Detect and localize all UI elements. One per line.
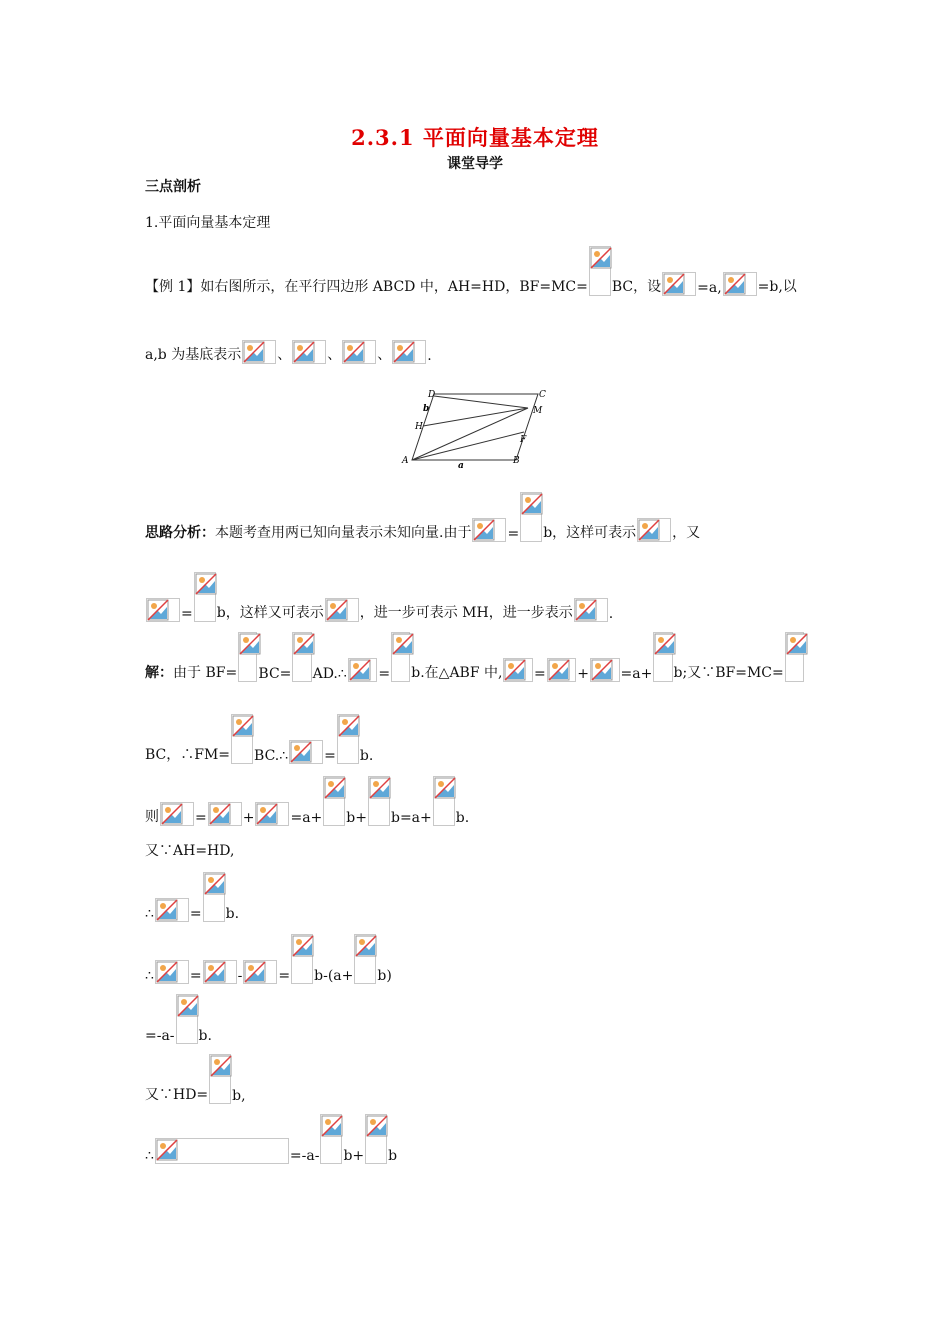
formula-image xyxy=(589,246,611,296)
solution-line-4: 又∵AH=HD, xyxy=(145,843,235,859)
formula-image xyxy=(242,340,276,364)
svg-text:a: a xyxy=(458,461,464,468)
formula-image xyxy=(289,740,323,764)
formula-image xyxy=(146,598,180,622)
svg-text:b: b xyxy=(423,404,430,414)
formula-image xyxy=(653,632,672,682)
formula-image xyxy=(337,714,359,764)
solution-line-2: BC，∴FM= BC.∴ = b. xyxy=(145,714,805,764)
svg-text:C: C xyxy=(539,390,546,400)
svg-text:H: H xyxy=(415,422,423,432)
section-heading: 三点剖析 xyxy=(145,179,201,195)
formula-image xyxy=(662,272,696,296)
formula-image xyxy=(292,632,311,682)
analysis-line-2: = b，这样又可表示 ，进一步可表示 MH，进一步表示 . xyxy=(145,572,805,622)
formula-image xyxy=(547,658,577,682)
formula-image xyxy=(160,802,194,826)
formula-image xyxy=(520,492,542,542)
formula-image xyxy=(243,960,277,984)
solution-line-7: =-a- b. xyxy=(145,994,805,1044)
solution-line-6: ∴ = - = b-(a+ b) xyxy=(145,934,805,984)
page-subtitle: 课堂导学 xyxy=(447,156,503,172)
formula-image xyxy=(208,802,242,826)
analysis-line-1: 思路分析： 本题考查用两已知向量表示未知向量.由于 = b，这样可表示 ，又 xyxy=(145,492,805,542)
formula-image xyxy=(292,340,326,364)
formula-image xyxy=(472,518,506,542)
example-line-1: 【例 1】 如右图所示，在平行四边形 ABCD 中，AH=HD，BF=MC= BC，设 =a, =b,以 xyxy=(145,246,805,296)
formula-image xyxy=(255,802,289,826)
formula-image xyxy=(291,934,313,984)
formula-image xyxy=(238,632,257,682)
formula-image xyxy=(368,776,390,826)
solution-line-8: 又∵HD= b, xyxy=(145,1054,805,1104)
svg-text:B: B xyxy=(513,456,520,466)
formula-image xyxy=(155,898,189,922)
formula-image xyxy=(320,1114,342,1164)
formula-image xyxy=(392,340,426,364)
svg-text:D: D xyxy=(428,390,436,400)
solution-line-3: 则 = + =a+ b+ b=a+ b. xyxy=(145,776,805,826)
formula-image xyxy=(155,1138,289,1164)
svg-text:M: M xyxy=(533,406,543,416)
formula-image xyxy=(354,934,376,984)
formula-image xyxy=(574,598,608,622)
svg-text:F: F xyxy=(520,435,527,445)
formula-image xyxy=(194,572,216,622)
formula-image xyxy=(503,658,533,682)
formula-image xyxy=(785,632,804,682)
formula-image xyxy=(342,340,376,364)
formula-image xyxy=(203,960,237,984)
formula-image xyxy=(433,776,455,826)
formula-image xyxy=(209,1054,231,1104)
formula-image xyxy=(325,598,359,622)
parallelogram-figure xyxy=(398,384,548,468)
page-title: 2.3.1 平面向量基本定理 xyxy=(351,125,599,150)
example-line-2: a,b 为基底表示 、 、 、 . xyxy=(145,340,805,364)
formula-image xyxy=(365,1114,387,1164)
formula-image xyxy=(231,714,253,764)
solution-line-5: ∴ = b. xyxy=(145,872,805,922)
svg-text:A: A xyxy=(402,456,409,466)
formula-image xyxy=(391,632,410,682)
formula-image xyxy=(348,658,378,682)
formula-image xyxy=(323,776,345,826)
formula-image xyxy=(637,518,671,542)
formula-image xyxy=(203,872,225,922)
formula-image xyxy=(155,960,189,984)
formula-image xyxy=(590,658,620,682)
formula-image xyxy=(723,272,757,296)
point-heading: 1.平面向量基本定理 xyxy=(145,215,271,231)
solution-line-9: ∴ =-a- b+ b xyxy=(145,1114,805,1164)
solution-line-1: 解： 由于 BF= BC= AD.∴ = b.在△ABF 中, = + =a+ b;又∵BF=MC= xyxy=(145,632,805,682)
formula-image xyxy=(176,994,198,1044)
